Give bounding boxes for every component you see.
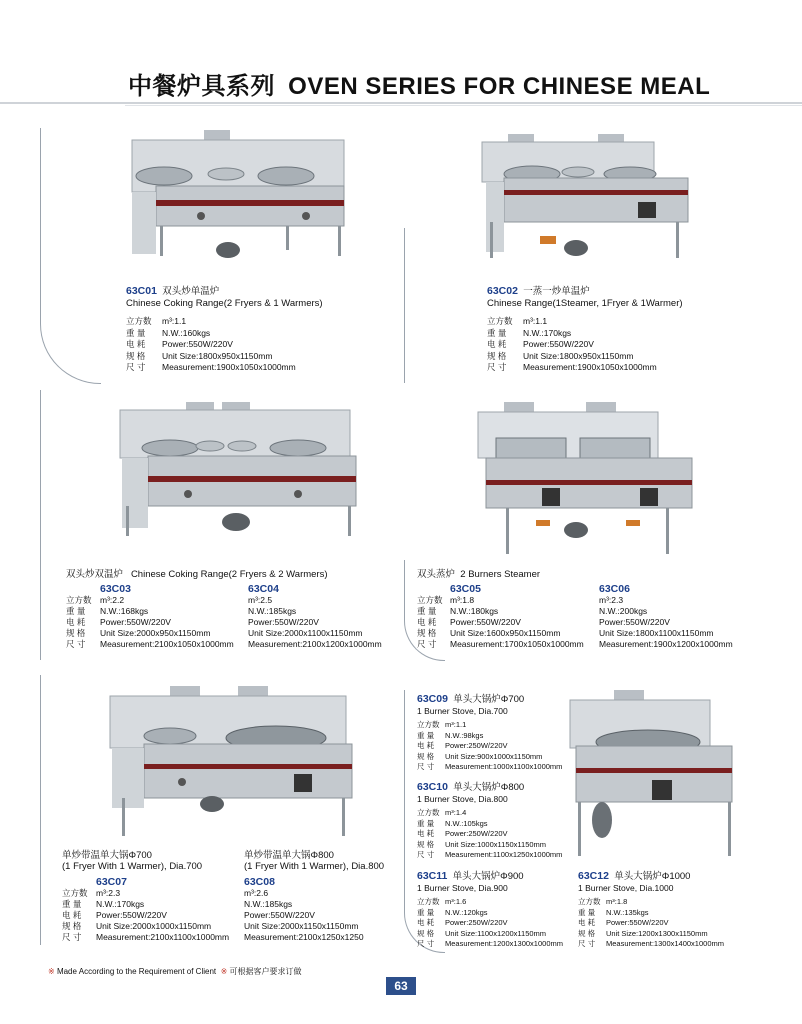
spec-value: Measurement:1700x1050x1000mm <box>450 639 584 649</box>
section-curve-1 <box>40 128 101 384</box>
spec-value: Measurement:1100x1250x1000mm <box>445 850 563 859</box>
section-curve-5 <box>40 675 45 945</box>
product-name-cn: 单炒带温单大锅Φ800 <box>244 850 334 861</box>
product-card-63C10 <box>417 781 562 861</box>
spec-value: m³:1.1 <box>523 316 548 326</box>
spec-label: 电 耗 <box>126 339 146 349</box>
product-photo-63C03-63C04 <box>118 398 358 538</box>
spec-row <box>417 918 563 929</box>
spec-label: 规 格 <box>417 751 435 761</box>
star-icon: ※ <box>220 967 228 976</box>
title-cn: 中餐炉具系列 <box>128 72 275 100</box>
spec-row <box>126 362 323 374</box>
spec-row <box>417 720 562 731</box>
spec-label: 规 格 <box>126 350 146 361</box>
spec-label: 立方数 <box>62 888 88 898</box>
spec-value: Power:550W/220V <box>450 617 521 627</box>
spec-label: 立方数 <box>578 897 601 906</box>
spec-value: Power:250W/220V <box>445 918 508 927</box>
product-code: 63C01 <box>126 285 157 297</box>
product-card-63C12 <box>578 870 724 950</box>
product-name-cn: 单炒带温单大锅Φ700 <box>62 850 152 861</box>
spec-value: m³:1.8 <box>606 897 628 906</box>
spec-row <box>578 918 724 929</box>
group-name-cn: 双头炒双温炉 <box>66 569 124 580</box>
spec-value: Measurement:1900x1200x1000mm <box>599 639 733 649</box>
product-name-cn: 单头大锅炉Φ700 <box>453 694 525 705</box>
product-name-cn: 双头炒单温炉 <box>162 286 220 297</box>
product-photo-63C02 <box>480 132 692 260</box>
group-name-cn: 双头蒸炉 <box>417 569 456 580</box>
spec-label: 规 格 <box>66 628 86 638</box>
spec-label: 规 格 <box>417 928 435 938</box>
spec-value: Power:550W/220V <box>599 617 670 627</box>
spec-label: 立方数 <box>417 808 440 817</box>
spec-row <box>126 328 323 340</box>
spec-label: 规 格 <box>417 628 437 638</box>
header-rule <box>0 102 802 104</box>
spec-label: 尺 寸 <box>417 850 435 859</box>
product-group-63C05-63C06 <box>417 569 787 649</box>
product-card-63C09 <box>417 693 562 773</box>
spec-value: Power:550W/220V <box>248 617 319 627</box>
spec-value: Power:550W/220V <box>100 617 171 627</box>
product-name-en: 1 Burner Stove, Dia.700 <box>417 706 508 716</box>
spec-label: 电 耗 <box>417 617 437 627</box>
product-name-en: 1 Burner Stove, Dia.900 <box>417 883 508 893</box>
spec-value: m³:1.4 <box>445 808 467 817</box>
product-card-63C01 <box>126 285 323 374</box>
spec-row <box>417 819 562 830</box>
spec-row <box>417 752 562 763</box>
spec-value: Unit Size:1000x1150x1150mm <box>445 839 547 849</box>
spec-label: 规 格 <box>578 928 596 938</box>
spec-label: 尺 寸 <box>62 932 82 942</box>
product-name-en: (1 Fryer With 1 Warmer), Dia.800 <box>244 861 385 872</box>
spec-label: 电 耗 <box>417 741 435 750</box>
product-code: 63C02 <box>487 285 518 297</box>
spec-value: Power:550W/220V <box>162 339 233 349</box>
spec-label: 尺 寸 <box>417 939 435 948</box>
spec-value: Measurement:2100x1200x1000mm <box>248 639 382 649</box>
spec-label: 尺 寸 <box>417 639 437 649</box>
group-name-en: 2 Burners Steamer <box>460 569 541 580</box>
spec-value: m³:2.5 <box>248 595 273 605</box>
footer-note-cn: 可根据客户要求订做 <box>229 967 302 976</box>
spec-value: N.W.:160kgs <box>162 327 211 338</box>
spec-label: 重 量 <box>487 327 507 338</box>
spec-label: 重 量 <box>417 730 435 740</box>
spec-value: m³:2.3 <box>599 595 624 605</box>
spec-row <box>417 741 562 752</box>
product-code: 63C09 <box>417 693 448 705</box>
spec-label: 立方数 <box>126 316 152 326</box>
spec-row <box>487 362 683 374</box>
spec-label: 重 量 <box>66 606 86 616</box>
spec-value: Power:250W/220V <box>445 741 508 750</box>
spec-label: 重 量 <box>578 907 596 917</box>
product-code: 63C12 <box>578 870 609 882</box>
spec-value: Unit Size:2000x1150x1150mm <box>244 921 359 931</box>
spec-row <box>417 897 563 908</box>
spec-value: Unit Size:1200x1300x1150mm <box>606 928 708 938</box>
spec-label: 重 量 <box>417 818 435 828</box>
product-code: 63C06 <box>599 583 630 595</box>
spec-label: 电 耗 <box>487 339 507 349</box>
spec-row <box>487 328 683 340</box>
spec-value: N.W.:170kgs <box>96 899 145 909</box>
product-name-cn: 一蒸一炒单温炉 <box>523 286 590 297</box>
spec-value: Measurement:2100x1100x1000mm <box>96 932 230 942</box>
spec-value: m³:2.2 <box>100 595 125 605</box>
spec-row <box>417 829 562 840</box>
spec-value: m³:2.6 <box>244 888 269 898</box>
spec-value: Unit Size:1800x950x1150mm <box>162 350 273 361</box>
spec-value: N.W.:170kgs <box>523 327 572 338</box>
product-code: 63C05 <box>450 583 481 595</box>
spec-row <box>126 351 323 363</box>
product-name-en: 1 Burner Stove, Dia.1000 <box>578 883 674 893</box>
spec-value: Measurement:2100x1050x1000mm <box>100 639 234 649</box>
spec-value: N.W.:200kgs <box>599 606 648 616</box>
spec-value: Measurement:1200x1300x1000mm <box>445 939 563 948</box>
spec-value: Unit Size:1100x1200x1150mm <box>445 928 547 938</box>
product-name-cn: 单头大锅炉Φ1000 <box>614 871 691 882</box>
spec-value: Measurement:1000x1100x1000mm <box>445 762 563 771</box>
spec-label: 尺 寸 <box>578 939 596 948</box>
spec-value: Unit Size:2000x1000x1150mm <box>96 921 212 931</box>
spec-label: 尺 寸 <box>417 762 435 771</box>
spec-value: N.W.:135kgs <box>606 907 649 917</box>
spec-row <box>487 351 683 363</box>
spec-value: N.W.:105kgs <box>445 818 488 828</box>
spec-row <box>417 731 562 742</box>
product-photo-63C01 <box>126 128 352 260</box>
product-code: 63C03 <box>100 583 131 595</box>
product-photo-63C05-63C06 <box>476 398 696 558</box>
spec-value: Unit Size:900x1000x1150mm <box>445 751 543 761</box>
star-icon: ※ <box>48 967 55 976</box>
spec-value: m³:1.1 <box>445 720 467 729</box>
spec-label: 电 耗 <box>417 829 435 838</box>
spec-row <box>417 939 563 950</box>
spec-label: 电 耗 <box>66 617 86 627</box>
footer-note <box>48 966 302 977</box>
spec-row <box>578 897 724 908</box>
spec-row <box>578 908 724 919</box>
product-group-63C03-63C04 <box>66 569 396 649</box>
product-code: 63C04 <box>248 583 279 595</box>
spec-value: m³:1.6 <box>445 897 467 906</box>
spec-value: m³:1.1 <box>162 316 187 326</box>
spec-row <box>126 316 323 328</box>
spec-label: 立方数 <box>417 595 443 605</box>
spec-value: Power:550W/220V <box>523 339 594 349</box>
product-name-cn: 单头大锅炉Φ800 <box>453 782 525 793</box>
spec-label: 尺 寸 <box>126 362 146 372</box>
spec-value: N.W.:180kgs <box>450 606 499 616</box>
spec-label: 立方数 <box>417 897 440 906</box>
spec-label: 电 耗 <box>417 918 435 927</box>
spec-row <box>578 929 724 940</box>
header-rule-thin <box>125 105 802 106</box>
spec-label: 规 格 <box>417 839 435 849</box>
spec-value: m³:1.8 <box>450 595 475 605</box>
spec-row <box>578 939 724 950</box>
group-name-en: Chinese Coking Range(2 Fryers & 2 Warmers) <box>130 569 328 580</box>
spec-value: m³:2.3 <box>96 888 121 898</box>
product-name-en: Chinese Range(1Steamer, 1Fryer & 1Warmer) <box>487 298 683 309</box>
spec-row <box>417 929 563 940</box>
spec-value: N.W.:168kgs <box>100 606 149 616</box>
spec-value: Measurement:1900x1050x1000mm <box>523 362 657 372</box>
product-code: 63C07 <box>96 876 127 888</box>
footer-note-en: Made According to the Requirement of Client <box>56 967 217 976</box>
product-group-63C07-63C08 <box>62 850 392 944</box>
spec-label: 电 耗 <box>62 910 82 920</box>
spec-label: 尺 寸 <box>66 639 86 649</box>
spec-row <box>417 850 562 861</box>
spec-value: Unit Size:2000x950x1150mm <box>100 628 211 638</box>
product-card-63C02 <box>487 285 683 374</box>
spec-value: Unit Size:2000x1100x1150mm <box>248 628 363 638</box>
product-name-cn: 单头大锅炉Φ900 <box>452 871 524 882</box>
section-curve-2 <box>404 228 409 383</box>
page-title <box>128 66 710 101</box>
spec-label: 规 格 <box>487 350 507 361</box>
spec-row <box>126 339 323 351</box>
product-name-en: Chinese Coking Range(2 Fryers & 1 Warmers) <box>126 298 323 309</box>
spec-label: 立方数 <box>66 595 92 605</box>
title-en: OVEN SERIES FOR CHINESE MEAL <box>288 73 711 100</box>
page-number: 63 <box>386 977 416 995</box>
spec-label: 重 量 <box>126 327 146 338</box>
product-name-en: (1 Fryer With 1 Warmer), Dia.700 <box>62 861 203 872</box>
spec-label: 立方数 <box>487 316 513 326</box>
spec-row <box>417 762 562 773</box>
spec-label: 重 量 <box>417 606 437 616</box>
spec-value: Unit Size:1600x950x1150mm <box>450 628 561 638</box>
spec-label: 规 格 <box>62 921 82 931</box>
spec-value: Unit Size:1800x1100x1150mm <box>599 628 714 638</box>
product-photo-63C07-63C08 <box>108 682 356 840</box>
spec-row <box>417 808 562 819</box>
spec-label: 尺 寸 <box>487 362 507 372</box>
spec-label: 重 量 <box>62 899 82 909</box>
product-code: 63C11 <box>417 870 448 882</box>
product-code: 63C08 <box>244 876 275 888</box>
spec-value: Measurement:1300x1400x1000mm <box>606 939 724 948</box>
product-photo-63C09-63C12 <box>568 688 736 858</box>
spec-label: 立方数 <box>417 720 440 729</box>
spec-value: Power:550W/220V <box>606 918 669 927</box>
spec-row <box>417 840 562 851</box>
spec-value: N.W.:185kgs <box>248 606 297 616</box>
spec-value: N.W.:98kgs <box>445 730 484 740</box>
spec-value: Power:550W/220V <box>244 910 315 920</box>
product-name-en: 1 Burner Stove, Dia.800 <box>417 794 508 804</box>
spec-value: Power:550W/220V <box>96 910 167 920</box>
spec-label: 重 量 <box>417 907 435 917</box>
spec-value: Power:250W/220V <box>445 829 508 838</box>
spec-value: N.W.:185kgs <box>244 899 293 909</box>
spec-label: 电 耗 <box>578 918 596 927</box>
spec-row <box>487 316 683 328</box>
spec-value: Unit Size:1800x950x1150mm <box>523 350 634 361</box>
spec-value: N.W.:120kgs <box>445 907 488 917</box>
product-code: 63C10 <box>417 781 448 793</box>
spec-row <box>487 339 683 351</box>
section-curve-3 <box>40 390 45 660</box>
product-card-63C11 <box>417 870 563 950</box>
spec-value: Measurement:1900x1050x1000mm <box>162 362 296 372</box>
spec-value: Measurement:2100x1250x1250 <box>244 932 364 942</box>
spec-row <box>417 908 563 919</box>
